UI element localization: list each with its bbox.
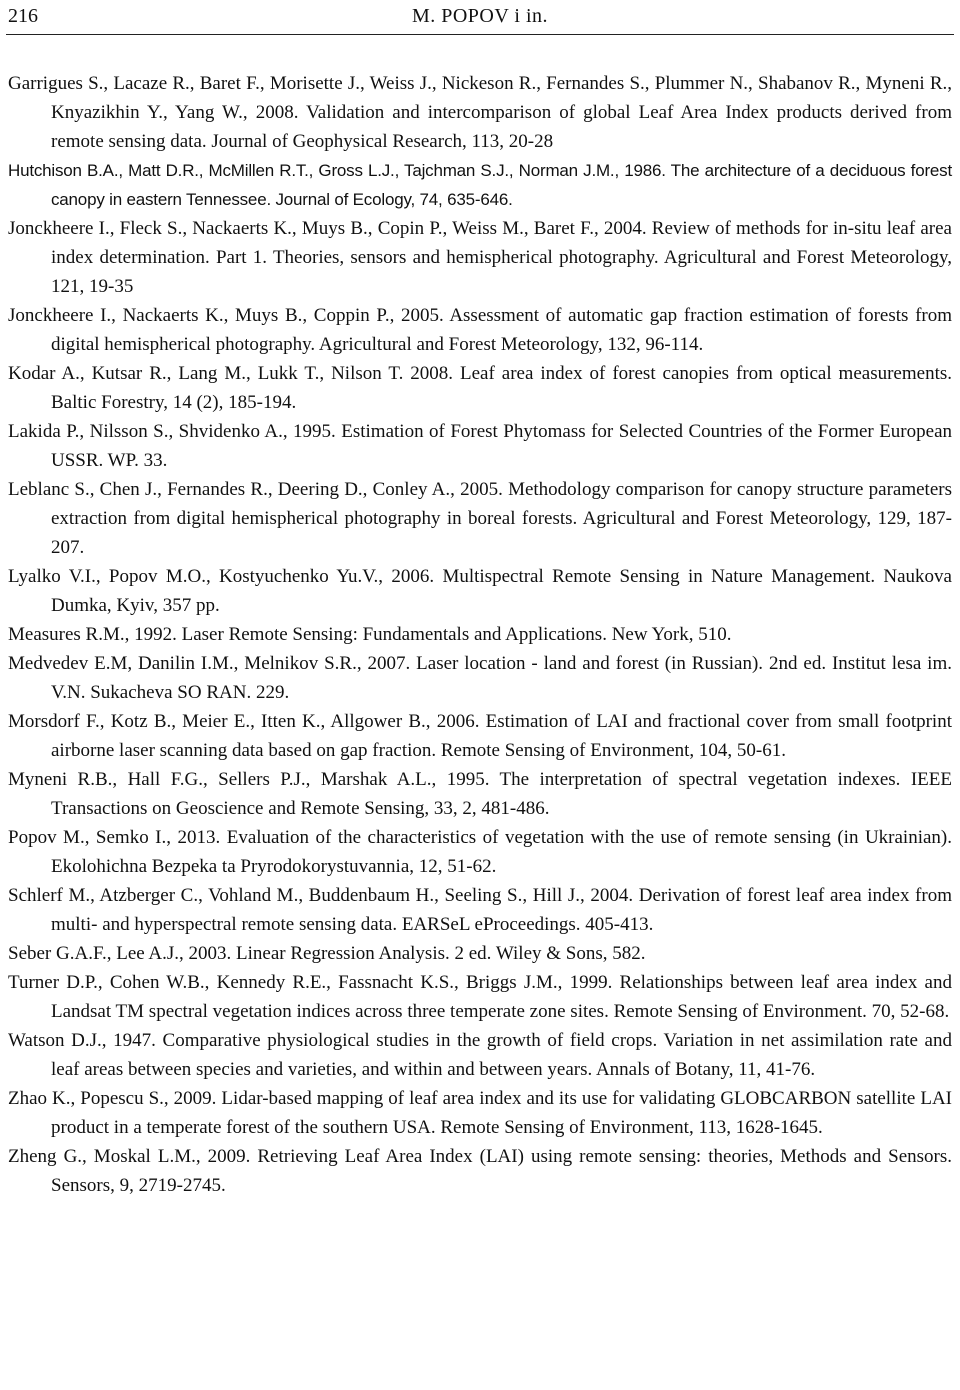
reference-list bbox=[8, 69, 952, 1200]
reference-hutchison: Hutchison B.A., Matt D.R., McMillen R.T., Gross L.J., Tajchman S.J., Norman J.M., 1986. The architecture of a deciduous forest canopy in eastern Tennessee. Journal of Ecology, 74, 635-646. bbox=[8, 161, 952, 209]
reference-morsdorf: Morsdorf F., Kotz B., Meier E., Itten K., Allgower B., 2006. Estimation of LAI and fractional cover from small footprint airborne laser scanning data based on gap fraction. Remote Sensing of Environment, 104, 50-61. bbox=[8, 711, 952, 761]
reference-lakida: Lakida P., Nilsson S., Shvidenko A., 1995. Estimation of Forest Phytomass for Selected Countries of the Former European USSR. WP. 33. bbox=[8, 421, 952, 471]
reference-garrigues: Garrigues S., Lacaze R., Baret F., Morisette J., Weiss J., Nickeson R., Fernandes S., Plummer N., Shabanov R., Myneni R., Knyazikhin Y., Yang W., 2008. Validation and intercomparison of global Leaf Area Index products derived from remote sensing data. Journal of Geophysical Research, 113, 20-28 bbox=[8, 73, 952, 152]
reference-lyalko: Lyalko V.I., Popov M.O., Kostyuchenko Yu.V., 2006. Multispectral Remote Sensing in Nature Management. Naukova Dumka, Kyiv, 357 pp. bbox=[8, 566, 952, 616]
reference-zhao: Zhao K., Popescu S., 2009. Lidar-based mapping of leaf area index and its use for validating GLOBCARBON satellite LAI product in a temperate forest of the southern USA. Remote Sensing of Environment, 113, 1628-1645. bbox=[8, 1088, 952, 1138]
reference-popov: Popov M., Semko I., 2013. Evaluation of the characteristics of vegetation with the use of remote sensing (in Ukrainian). Ekolohichna Bezpeka ta Pryrodokorystuvannia, 12, 51-62. bbox=[8, 827, 952, 877]
reference-jonckheere-2005: Jonckheere I., Nackaerts K., Muys B., Coppin P., 2005. Assessment of automatic gap fraction estimation of forests from digital hemispherical photography. Agricultural and Forest Meteorology, 132, 96-114. bbox=[8, 305, 952, 355]
reference-zheng: Zheng G., Moskal L.M., 2009. Retrieving Leaf Area Index (LAI) using remote sensing: theories, Methods and Sensors. Sensors, 9, 2719-2745. bbox=[8, 1146, 952, 1196]
reference-turner: Turner D.P., Cohen W.B., Kennedy R.E., Fassnacht K.S., Briggs J.M., 1999. Relationships between leaf area index and Landsat TM spectral vegetation indices across three temperate zone sites. Remote Sensing of Environment. 70, 52-68. bbox=[8, 972, 952, 1022]
reference-schlerf: Schlerf M., Atzberger C., Vohland M., Buddenbaum H., Seeling S., Hill J., 2004. Derivation of forest leaf area index from multi- and hyperspectral remote sensing data. EARSeL eProceedings. 405-413. bbox=[8, 885, 952, 935]
reference-medvedev: Medvedev E.M, Danilin I.M., Melnikov S.R., 2007. Laser location - land and forest (in Russian). 2nd ed. Institut lesa im. V.N. Sukacheva SO RAN. 229. bbox=[8, 653, 952, 703]
reference-leblanc: Leblanc S., Chen J., Fernandes R., Deering D., Conley A., 2005. Methodology comparison for canopy structure parameters extraction from digital hemispherical photography in boreal forests. Agricultural and Forest Meteorology, 129, 187-207. bbox=[8, 479, 952, 558]
reference-myneni: Myneni R.B., Hall F.G., Sellers P.J., Marshak A.L., 1995. The interpretation of spectral vegetation indexes. IEEE Transactions on Geoscience and Remote Sensing, 33, 2, 481-486. bbox=[8, 769, 952, 819]
page-header bbox=[8, 2, 952, 32]
reference-jonckheere-2004: Jonckheere I., Fleck S., Nackaerts K., Muys B., Copin P., Weiss M., Baret F., 2004. Review of methods for in-situ leaf area index determination. Part 1. Theories, sensors and hemispherical photography. Agricultural and Forest Meteorology, 121, 19-35 bbox=[8, 218, 952, 297]
reference-measures: Measures R.M., 1992. Laser Remote Sensing: Fundamentals and Applications. New York, 510. bbox=[8, 624, 732, 645]
running-head: M. POPOV i in. bbox=[411, 5, 549, 27]
reference-watson: Watson D.J., 1947. Comparative physiological studies in the growth of field crops. Variation in net assimilation rate and leaf areas between species and varieties, and within and between years. Annals of Botany, 11, 41-76. bbox=[8, 1030, 952, 1080]
page-number: 216 bbox=[8, 5, 38, 27]
header-rule bbox=[6, 34, 954, 35]
reference-kodar: Kodar A., Kutsar R., Lang M., Lukk T., Nilson T. 2008. Leaf area index of forest canopies from optical measurements. Baltic Forestry, 14 (2), 185-194. bbox=[8, 363, 952, 413]
reference-seber: Seber G.A.F., Lee A.J., 2003. Linear Regression Analysis. 2 ed. Wiley & Sons, 582. bbox=[8, 943, 646, 964]
